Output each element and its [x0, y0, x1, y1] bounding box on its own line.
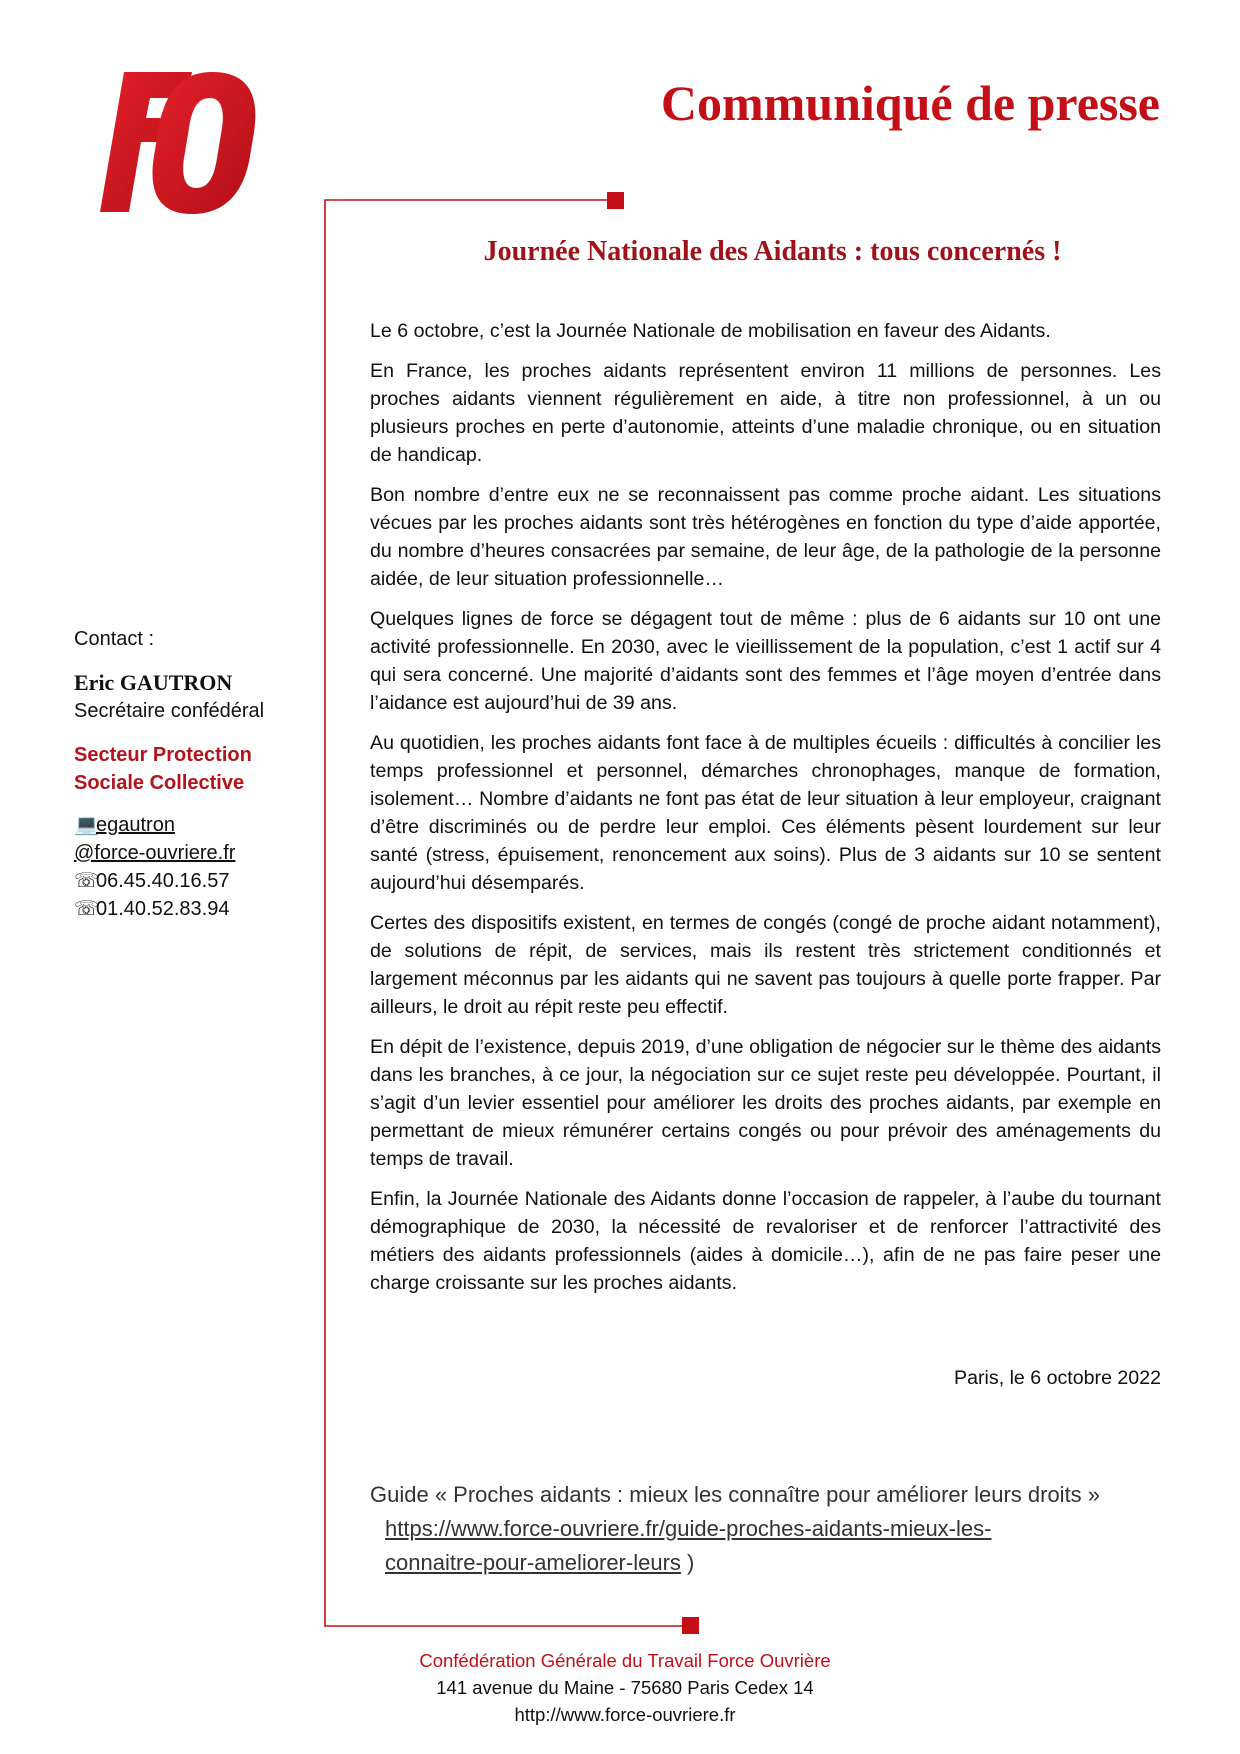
phone-1: 06.45.40.16.57 [96, 870, 230, 892]
frame-square-top [607, 192, 624, 209]
paragraph-5: Au quotidien, les proches aidants font face à de multiples écueils : difficultés à concilier les temps professionnel et personnel, démarches chronophages, manque de formation, isolement… Nombre d’aidants ne font pas état de leur situation à leur employeur, craignant d’être discriminés ou de perdre leur emploi. Ces éléments pèsent lourdement sur leur santé (stress, épuisement, renoncement aux soins). Plus de 3 aidants sur 10 se sentent aujourd’hui désemparés. [370, 732, 1161, 894]
footer [280, 1647, 970, 1728]
contact-channels [74, 811, 314, 923]
sector-line-2: Sociale Collective [74, 772, 245, 794]
footer-website[interactable]: http://www.force-ouvriere.fr [514, 1704, 736, 1725]
fo-logo-graphic [100, 70, 260, 215]
frame-square-bottom [682, 1617, 699, 1634]
phone-2: 01.40.52.83.94 [96, 898, 230, 920]
sector-line-1: Secteur Protection [74, 744, 252, 766]
document-type-title: Communiqué de presse [660, 75, 1160, 131]
email-row-2[interactable] [74, 839, 314, 867]
guide-link-line-1: https://www.force-ouvriere.fr/guide-proches-aidants-mieux-les- [385, 1516, 992, 1541]
guide-link-block [370, 1512, 1170, 1580]
dateline: Paris, le 6 octobre 2022 [954, 1367, 1161, 1389]
contact-role: Secrétaire confédéral [74, 700, 265, 722]
contact-sector [74, 741, 314, 797]
email-row[interactable] [74, 811, 314, 839]
phone-row-2 [74, 895, 314, 923]
contact-label: Contact : [74, 628, 155, 650]
telephone-icon: ☏ [74, 898, 100, 920]
email-line-1[interactable]: egautron [96, 814, 175, 836]
paragraph-6: Certes des dispositifs existent, en termes de congés (congé de proche aidant notamment), de solutions de répit, de services, mais ils restent très strictement conditionnés et largement méconnus par les aidants qui ne savent pas toujours à quelle porte frapper. Par ailleurs, le droit au répit reste peu effectif. [370, 912, 1161, 1018]
guide-link-line-2: connaitre-pour-ameliorer-leurs [385, 1550, 681, 1575]
email-line-2[interactable]: @force-ouvriere.fr [74, 842, 236, 864]
paragraph-2: En France, les proches aidants représentent environ 11 millions de personnes. Les proches aidants viennent régulièrement en aide, à titre non professionnel, à un ou plusieurs proches en perte d’autonomie, atteints d’une maladie chronique, ou en situation de handicap. [370, 360, 1161, 466]
paragraph-4: Quelques lignes de force se dégagent tout de même : plus de 6 aidants sur 10 ont une activité professionnelle. En 2030, avec le vieillissement de la population, c’est 1 actif sur 4 qui sera concerné. Une majorité d’aidants sont des femmes et l’âge moyen d’entrée dans l’aidance est aujourd’hui de 39 ans. [370, 608, 1161, 714]
contact-block [74, 625, 314, 923]
guide-reference [370, 1478, 1170, 1580]
telephone-icon: ☏ [74, 870, 100, 892]
guide-close-paren: ) [680, 1550, 695, 1575]
contact-name: Eric GAUTRON [74, 670, 233, 695]
article-body [370, 317, 1161, 1309]
footer-address: 141 avenue du Maine - 75680 Paris Cedex 14 [436, 1677, 814, 1698]
paragraph-3: Bon nombre d’entre eux ne se reconnaissent pas comme proche aidant. Les situations vécues par les proches aidants sont très hétérogènes en fonction du type d’aide apportée, du nombre d’heures consacrées par semaine, de leur âge, de la pathologie de la personne aidée, de leur situation professionnelle… [370, 484, 1161, 590]
article-headline: Journée Nationale des Aidants : tous concernés ! [483, 236, 1062, 267]
paragraph-1: Le 6 octobre, c’est la Journée Nationale de mobilisation en faveur des Aidants. [370, 320, 1051, 342]
paragraph-7: En dépit de l’existence, depuis 2019, d’une obligation de négocier sur le thème des aidants dans les branches, à ce jour, la négociation sur ce sujet reste peu développée. Pourtant, il s’agit d’un levier essentiel pour améliorer les droits des proches aidants, par exemple en permettant de mieux rémunérer certains congés ou pour prévoir des aménagements du temps de travail. [370, 1036, 1161, 1170]
phone-row-1 [74, 867, 314, 895]
computer-icon: 💻 [74, 814, 99, 836]
guide-intro: Guide « Proches aidants : mieux les connaître pour améliorer leurs droits » [370, 1482, 1101, 1507]
fo-logo [100, 70, 260, 215]
footer-organization: Confédération Générale du Travail Force Ouvrière [419, 1650, 831, 1671]
paragraph-8: Enfin, la Journée Nationale des Aidants donne l’occasion de rappeler, à l’aube du tournant démographique de 2030, la nécessité de revaloriser et de renforcer l’attractivité des métiers des aidants professionnels (aides à domicile…), afin de ne pas faire peser une charge croissante sur les proches aidants. [370, 1188, 1161, 1294]
